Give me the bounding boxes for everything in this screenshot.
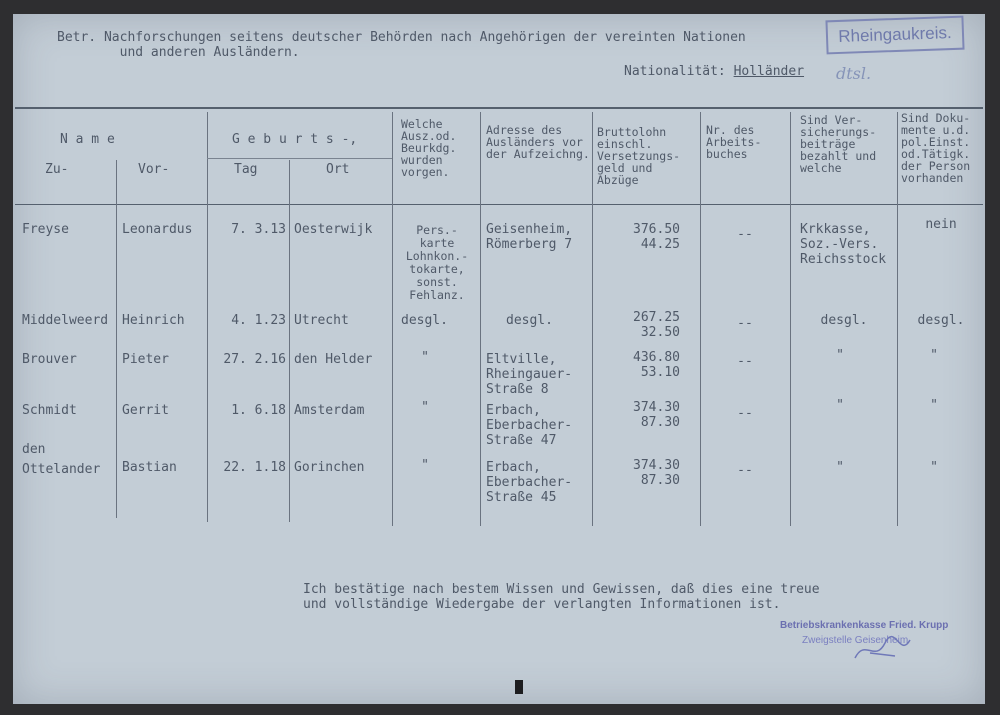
table-top-rule (15, 107, 983, 109)
row-3-zu: Brouver (22, 352, 77, 367)
row-1-arbeitsbuch: -- (737, 227, 753, 242)
row-4-zu: Schmidt (22, 403, 77, 418)
header-vor: Vor- (138, 162, 170, 177)
col-divider (790, 112, 791, 526)
rheingaukreis-stamp: Rheingaukreis. (825, 16, 964, 55)
col-divider (289, 160, 290, 522)
row-3-vor: Pieter (122, 352, 169, 367)
nationality-value: Holländer (733, 64, 805, 79)
row-4-adresse: Erbach, Eberbacher- Straße 47 (486, 403, 573, 448)
row-1-adresse: Geisenheim, Römerberg 7 (486, 222, 573, 252)
row-3-adresse: Eltville, Rheingauer- Straße 8 (486, 352, 573, 397)
col-divider (207, 112, 208, 522)
row-5-adresse: Erbach, Eberbacher- Straße 45 (486, 460, 573, 505)
pencil-note: dtsl. (836, 64, 872, 83)
row-2-vor: Heinrich (122, 313, 185, 328)
row-4-versicherung: " (836, 398, 844, 413)
row-2-brutto-2: 32.50 (640, 325, 680, 340)
confirmation-line-2: und vollständige Wiedergabe der verlangten Informationen ist. (303, 597, 781, 612)
row-5-zu: den Ottelander (22, 442, 101, 477)
col-divider (392, 112, 393, 526)
header-brutto: Bruttolohn einschl. Versetzungs- geld und Abzüge (597, 125, 681, 187)
row-4-tag: 1. 6.18 (231, 403, 286, 418)
binder-clip-mark (515, 680, 523, 694)
row-1-ausz: Pers.- karte Lohnkon.- tokarte, sonst. Fehlanz. (405, 223, 469, 302)
header-arbeitsbuch: Nr. des Arbeits- buches (706, 123, 762, 161)
row-1-zu: Freyse (22, 222, 69, 237)
row-5-tag: 22. 1.18 (223, 460, 286, 475)
row-5-ort: Gorinchen (294, 460, 365, 475)
col-divider (700, 112, 701, 526)
row-2-versicherung: desgl. (820, 313, 868, 328)
row-1-ort: Oesterwijk (294, 222, 373, 237)
row-1-brutto-1: 376.50 (633, 222, 680, 237)
table-header-rule (15, 204, 983, 205)
header-zu: Zu- (45, 162, 69, 177)
header-name: N a m e (60, 132, 115, 147)
row-5-arbeitsbuch: -- (737, 463, 753, 478)
row-4-arbeitsbuch: -- (737, 406, 753, 421)
row-1-dokumente: nein (925, 217, 957, 232)
header-dokumente: Sind Doku- mente u.d. pol.Einst. od.Tätigk. der Person vorhanden (901, 111, 971, 185)
subject-line-2: und anderen Ausländern. (57, 45, 300, 60)
row-5-dokumente: " (930, 460, 938, 475)
row-3-brutto-2: 53.10 (640, 365, 680, 380)
header-ausz: Welche Ausz.od. Beurkdg. wurden vorgen. (401, 117, 457, 179)
company-stamp-line-2: Zweigstelle Geisenheim (802, 635, 909, 646)
signature-scribble-icon (835, 628, 925, 668)
subject-line (57, 30, 837, 60)
row-1-vor: Leonardus (122, 222, 193, 237)
row-4-vor: Gerrit (122, 403, 169, 418)
col-divider (116, 160, 117, 518)
confirmation-line-1: Ich bestätige nach bestem Wissen und Gewissen, daß dies eine treue (303, 582, 820, 597)
row-2-zu: Middelweerd (22, 313, 109, 328)
header-versicherung: Sind Ver- sicherungs- beiträge bezahlt und welche (800, 113, 877, 175)
row-3-ort: den Helder (294, 352, 373, 367)
row-4-brutto-1: 374.30 (633, 400, 680, 415)
row-3-dokumente: " (930, 348, 938, 363)
row-3-brutto-1: 436.80 (633, 350, 680, 365)
row-5-brutto-2: 87.30 (640, 473, 680, 488)
col-divider (897, 112, 898, 526)
geburts-underline (207, 158, 392, 159)
nationality (624, 64, 804, 79)
header-tag: Tag (234, 162, 258, 177)
row-5-vor: Bastian (122, 460, 177, 475)
row-3-tag: 27. 2.16 (223, 352, 286, 367)
row-5-brutto-1: 374.30 (633, 458, 680, 473)
row-3-versicherung: " (836, 348, 844, 363)
row-2-adresse: desgl. (506, 313, 553, 328)
col-divider (592, 112, 593, 526)
row-2-brutto-1: 267.25 (633, 310, 680, 325)
row-4-dokumente: " (930, 398, 938, 413)
row-3-arbeitsbuch: -- (737, 354, 753, 369)
subject-line-1: Betr. Nachforschungen seitens deutscher Behörden nach Angehörigen der vereinten Nationen (57, 30, 746, 45)
confirmation-text (303, 582, 863, 612)
row-4-ort: Amsterdam (294, 403, 365, 418)
row-5-versicherung: " (836, 460, 844, 475)
row-1-brutto-2: 44.25 (640, 237, 680, 252)
row-2-dokumente: desgl. (917, 313, 965, 328)
row-1-tag: 7. 3.13 (231, 222, 286, 237)
row-4-ausz: " (421, 400, 429, 415)
header-ort: Ort (326, 162, 350, 177)
row-5-ausz: " (421, 458, 429, 473)
row-2-ausz: desgl. (401, 313, 448, 328)
row-4-brutto-2: 87.30 (640, 415, 680, 430)
company-stamp-line-1: Betriebskrankenkasse Fried. Krupp (780, 620, 949, 631)
header-adresse: Adresse des Ausländers vor der Aufzeichng. (486, 123, 590, 161)
row-2-arbeitsbuch: -- (737, 316, 753, 331)
header-geburts: G e b u r t s -, (232, 132, 358, 147)
row-3-ausz: " (421, 350, 429, 365)
nationality-label: Nationalität: (624, 64, 726, 79)
col-divider (480, 112, 481, 526)
row-2-tag: 4. 1.23 (231, 313, 286, 328)
row-2-ort: Utrecht (294, 313, 349, 328)
row-1-versicherung: Krkkasse, Soz.-Vers. Reichsstock (800, 222, 887, 267)
